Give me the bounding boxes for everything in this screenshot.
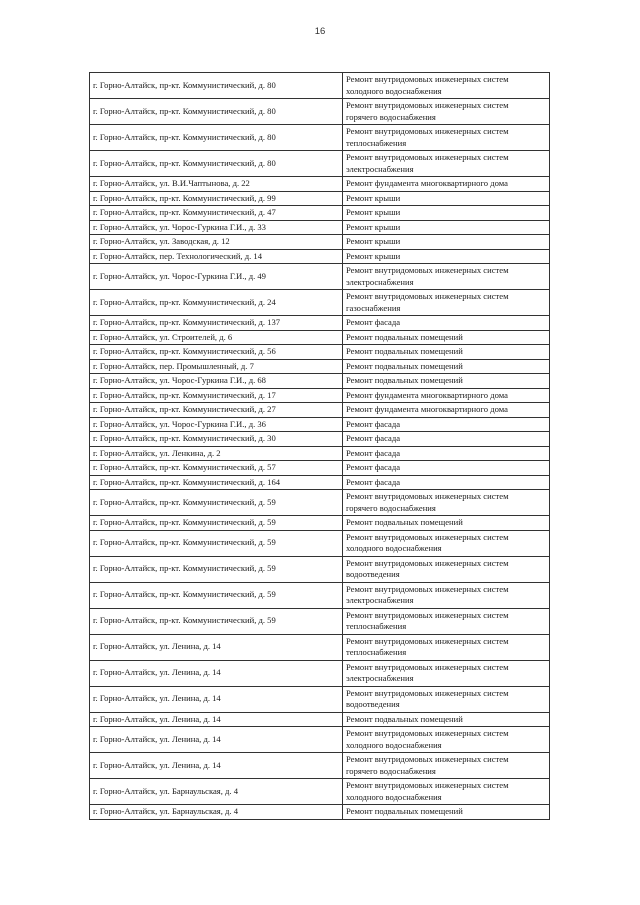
work-type-cell	[343, 403, 550, 418]
table-row	[90, 461, 550, 476]
work-type-line: Ремонт внутридомовых инженерных систем	[346, 74, 509, 84]
address-cell: г. Горно-Алтайск, ул. Ленина, д. 14	[90, 660, 343, 686]
table-row	[90, 805, 550, 820]
work-type-line: Ремонт внутридомовых инженерных систем	[346, 661, 509, 672]
work-type-line: Ремонт подвальных помещений	[346, 517, 463, 527]
work-type-line: Ремонт фундамента многоквартирного дома	[346, 178, 508, 188]
address-cell: г. Горно-Алтайск, ул. Ленина, д. 14	[90, 634, 343, 660]
table-row	[90, 206, 550, 221]
work-type-line: электроснабжения	[346, 276, 414, 287]
work-type-line: теплоснабжения	[346, 647, 407, 657]
work-type-line: Ремонт внутридомовых инженерных систем	[346, 583, 509, 594]
work-type-cell	[343, 446, 550, 461]
work-type-cell	[343, 359, 550, 374]
work-type-line: Ремонт крыши	[346, 236, 401, 246]
work-type-line: холодного водоснабжения	[346, 791, 442, 802]
work-type-line: теплоснабжения	[346, 137, 407, 148]
table-row	[90, 316, 550, 331]
work-type-cell	[343, 290, 550, 316]
work-type-line: Ремонт подвальных помещений	[346, 806, 463, 816]
work-type-cell	[343, 264, 550, 290]
work-type-cell	[343, 73, 550, 99]
work-type-line: Ремонт фундамента многоквартирного дома	[346, 389, 508, 400]
table-row	[90, 634, 550, 660]
work-type-line: Ремонт подвальных помещений	[346, 346, 463, 356]
page-number: 16	[314, 26, 326, 37]
address-cell: г. Горно-Алтайск, пр-кт. Коммунистический, д. 59	[90, 582, 343, 608]
work-type-line: электроснабжения	[346, 595, 414, 605]
table-row	[90, 417, 550, 432]
table-row	[90, 556, 550, 582]
table-row	[90, 753, 550, 779]
address-cell: г. Горно-Алтайск, ул. Ленина, д. 14	[90, 753, 343, 779]
address-cell: г. Горно-Алтайск, пр-кт. Коммунистический, д. 57	[90, 461, 343, 476]
work-type-cell	[343, 712, 550, 727]
address-cell: г. Горно-Алтайск, ул. Чорос-Гуркина Г.И., д. 33	[90, 220, 343, 235]
work-type-line: горячего водоснабжения	[346, 502, 436, 513]
work-type-cell	[343, 125, 550, 151]
work-type-line: Ремонт крыши	[346, 221, 401, 232]
work-type-line: Ремонт внутридомовых инженерных систем	[346, 635, 509, 646]
address-cell: г. Горно-Алтайск, пр-кт. Коммунистический, д. 59	[90, 556, 343, 582]
work-type-line: Ремонт внутридомовых инженерных систем	[346, 152, 509, 162]
table-row	[90, 388, 550, 403]
work-type-line: газоснабжения	[346, 302, 401, 313]
address-cell: г. Горно-Алтайск, ул. В.И.Чаптынова, д. 22	[90, 177, 343, 192]
address-cell: г. Горно-Алтайск, пр-кт. Коммунистический, д. 56	[90, 345, 343, 360]
address-cell: г. Горно-Алтайск, пр-кт. Коммунистический, д. 80	[90, 125, 343, 151]
table-row	[90, 475, 550, 490]
table-row	[90, 264, 550, 290]
address-cell: г. Горно-Алтайск, ул. Ленина, д. 14	[90, 712, 343, 727]
address-cell: г. Горно-Алтайск, пр-кт. Коммунистический, д. 80	[90, 99, 343, 125]
address-cell: г. Горно-Алтайск, ул. Строителей, д. 6	[90, 330, 343, 345]
table-row	[90, 516, 550, 531]
work-type-cell	[343, 660, 550, 686]
table-row	[90, 582, 550, 608]
address-cell: г. Горно-Алтайск, ул. Чорос-Гуркина Г.И., д. 36	[90, 417, 343, 432]
work-type-cell	[343, 374, 550, 389]
work-type-line: Ремонт внутридомовых инженерных систем	[346, 609, 509, 620]
table-row	[90, 686, 550, 712]
work-type-line: Ремонт подвальных помещений	[346, 713, 463, 724]
table-row	[90, 660, 550, 686]
work-type-line: Ремонт фасада	[346, 418, 401, 429]
table-row	[90, 73, 550, 99]
work-type-line: Ремонт внутридомовых инженерных систем	[346, 780, 509, 790]
table-row	[90, 403, 550, 418]
address-cell: г. Горно-Алтайск, пр-кт. Коммунистический, д. 59	[90, 608, 343, 634]
work-type-cell	[343, 727, 550, 753]
table-row	[90, 99, 550, 125]
work-type-cell	[343, 151, 550, 177]
address-cell: г. Горно-Алтайск, ул. Барнаульская, д. 4	[90, 805, 343, 820]
work-type-line: Ремонт подвальных помещений	[346, 375, 463, 385]
work-type-line: Ремонт внутридомовых инженерных систем	[346, 100, 509, 110]
address-cell: г. Горно-Алтайск, пр-кт. Коммунистический, д. 24	[90, 290, 343, 316]
work-type-cell	[343, 556, 550, 582]
address-cell: г. Горно-Алтайск, ул. Ленина, д. 14	[90, 686, 343, 712]
work-type-line: водоотведения	[346, 569, 400, 579]
table-row	[90, 608, 550, 634]
table-row	[90, 374, 550, 389]
work-type-cell	[343, 177, 550, 192]
work-type-cell	[343, 686, 550, 712]
address-cell: г. Горно-Алтайск, пр-кт. Коммунистический, д. 27	[90, 403, 343, 418]
work-type-cell	[343, 530, 550, 556]
work-type-line: холодного водоснабжения	[346, 85, 442, 96]
table-row	[90, 191, 550, 206]
address-cell: г. Горно-Алтайск, ул. Чорос-Гуркина Г.И., д. 68	[90, 374, 343, 389]
work-type-line: Ремонт фасада	[346, 462, 401, 472]
work-type-line: электроснабжения	[346, 163, 414, 174]
work-type-line: Ремонт внутридомовых инженерных систем	[346, 557, 509, 568]
table-row	[90, 125, 550, 151]
address-cell: г. Горно-Алтайск, ул. Ленина, д. 14	[90, 727, 343, 753]
work-type-line: Ремонт фасада	[346, 447, 401, 458]
address-cell: г. Горно-Алтайск, пр-кт. Коммунистический, д. 164	[90, 475, 343, 490]
work-type-cell	[343, 608, 550, 634]
address-cell: г. Горно-Алтайск, пр-кт. Коммунистический, д. 80	[90, 73, 343, 99]
table-row	[90, 220, 550, 235]
address-cell: г. Горно-Алтайск, пр-кт. Коммунистический, д. 59	[90, 530, 343, 556]
work-type-cell	[343, 805, 550, 820]
work-type-line: Ремонт внутридомовых инженерных систем	[346, 728, 509, 738]
address-cell: г. Горно-Алтайск, пр-кт. Коммунистический, д. 30	[90, 432, 343, 447]
work-type-line: Ремонт фасада	[346, 476, 401, 487]
work-type-line: Ремонт внутридомовых инженерных систем	[346, 687, 509, 698]
work-type-cell	[343, 490, 550, 516]
work-type-cell	[343, 330, 550, 345]
address-cell: г. Горно-Алтайск, ул. Чорос-Гуркина Г.И., д. 49	[90, 264, 343, 290]
address-cell: г. Горно-Алтайск, пер. Технологический, д. 14	[90, 249, 343, 264]
work-type-line: Ремонт фасада	[346, 317, 401, 327]
repair-works-table	[89, 72, 550, 820]
table-row	[90, 290, 550, 316]
address-cell: г. Горно-Алтайск, ул. Барнаульская, д. 4	[90, 779, 343, 805]
address-cell: г. Горно-Алтайск, пр-кт. Коммунистический, д. 80	[90, 151, 343, 177]
address-cell: г. Горно-Алтайск, ул. Заводская, д. 12	[90, 235, 343, 250]
work-type-line: Ремонт крыши	[346, 192, 401, 203]
work-type-line: Ремонт подвальных помещений	[346, 360, 463, 371]
work-type-line: Ремонт крыши	[346, 207, 401, 217]
work-type-cell	[343, 432, 550, 447]
work-type-cell	[343, 249, 550, 264]
work-type-line: Ремонт фасада	[346, 433, 401, 443]
work-type-line: Ремонт внутридомовых инженерных систем	[346, 754, 509, 764]
table-row	[90, 490, 550, 516]
table-row	[90, 779, 550, 805]
work-type-line: Ремонт внутридомовых инженерных систем	[346, 126, 509, 136]
work-type-cell	[343, 582, 550, 608]
address-cell: г. Горно-Алтайск, пр-кт. Коммунистический, д. 137	[90, 316, 343, 331]
table-row	[90, 235, 550, 250]
work-type-line: Ремонт внутридомовых инженерных систем	[346, 531, 509, 542]
work-type-cell	[343, 235, 550, 250]
work-type-line: Ремонт внутридомовых инженерных систем	[346, 291, 509, 301]
work-type-cell	[343, 99, 550, 125]
work-type-line: горячего водоснабжения	[346, 111, 436, 122]
work-type-line: Ремонт крыши	[346, 250, 401, 261]
work-type-line: водоотведения	[346, 699, 400, 709]
work-type-line: Ремонт подвальных помещений	[346, 331, 463, 342]
table-row	[90, 530, 550, 556]
address-cell: г. Горно-Алтайск, пр-кт. Коммунистический, д. 59	[90, 490, 343, 516]
work-type-cell	[343, 388, 550, 403]
work-type-cell	[343, 516, 550, 531]
address-cell: г. Горно-Алтайск, пр-кт. Коммунистический, д. 99	[90, 191, 343, 206]
table-row	[90, 446, 550, 461]
table-row	[90, 345, 550, 360]
table-body	[90, 73, 550, 820]
work-type-line: электроснабжения	[346, 673, 414, 683]
work-type-cell	[343, 316, 550, 331]
work-type-cell	[343, 220, 550, 235]
table-row	[90, 712, 550, 727]
work-type-line: Ремонт внутридомовых инженерных систем	[346, 265, 509, 275]
work-type-cell	[343, 634, 550, 660]
work-type-cell	[343, 753, 550, 779]
work-type-line: горячего водоснабжения	[346, 765, 436, 776]
work-type-line: Ремонт фундамента многоквартирного дома	[346, 404, 508, 414]
table-row	[90, 151, 550, 177]
table-row	[90, 177, 550, 192]
work-type-line: холодного водоснабжения	[346, 543, 442, 553]
address-cell: г. Горно-Алтайск, пер. Промышленный, д. 7	[90, 359, 343, 374]
work-type-line: холодного водоснабжения	[346, 739, 442, 750]
address-cell: г. Горно-Алтайск, пр-кт. Коммунистический, д. 47	[90, 206, 343, 221]
work-type-cell	[343, 191, 550, 206]
table-row	[90, 727, 550, 753]
work-type-cell	[343, 475, 550, 490]
table-row	[90, 432, 550, 447]
table-row	[90, 249, 550, 264]
work-type-cell	[343, 779, 550, 805]
work-type-cell	[343, 417, 550, 432]
table-row	[90, 359, 550, 374]
address-cell: г. Горно-Алтайск, ул. Ленкина, д. 2	[90, 446, 343, 461]
work-type-line: теплоснабжения	[346, 621, 407, 631]
address-cell: г. Горно-Алтайск, пр-кт. Коммунистический, д. 59	[90, 516, 343, 531]
address-cell: г. Горно-Алтайск, пр-кт. Коммунистический, д. 17	[90, 388, 343, 403]
table-row	[90, 330, 550, 345]
work-type-cell	[343, 345, 550, 360]
work-type-cell	[343, 461, 550, 476]
work-type-line: Ремонт внутридомовых инженерных систем	[346, 491, 509, 501]
work-type-cell	[343, 206, 550, 221]
